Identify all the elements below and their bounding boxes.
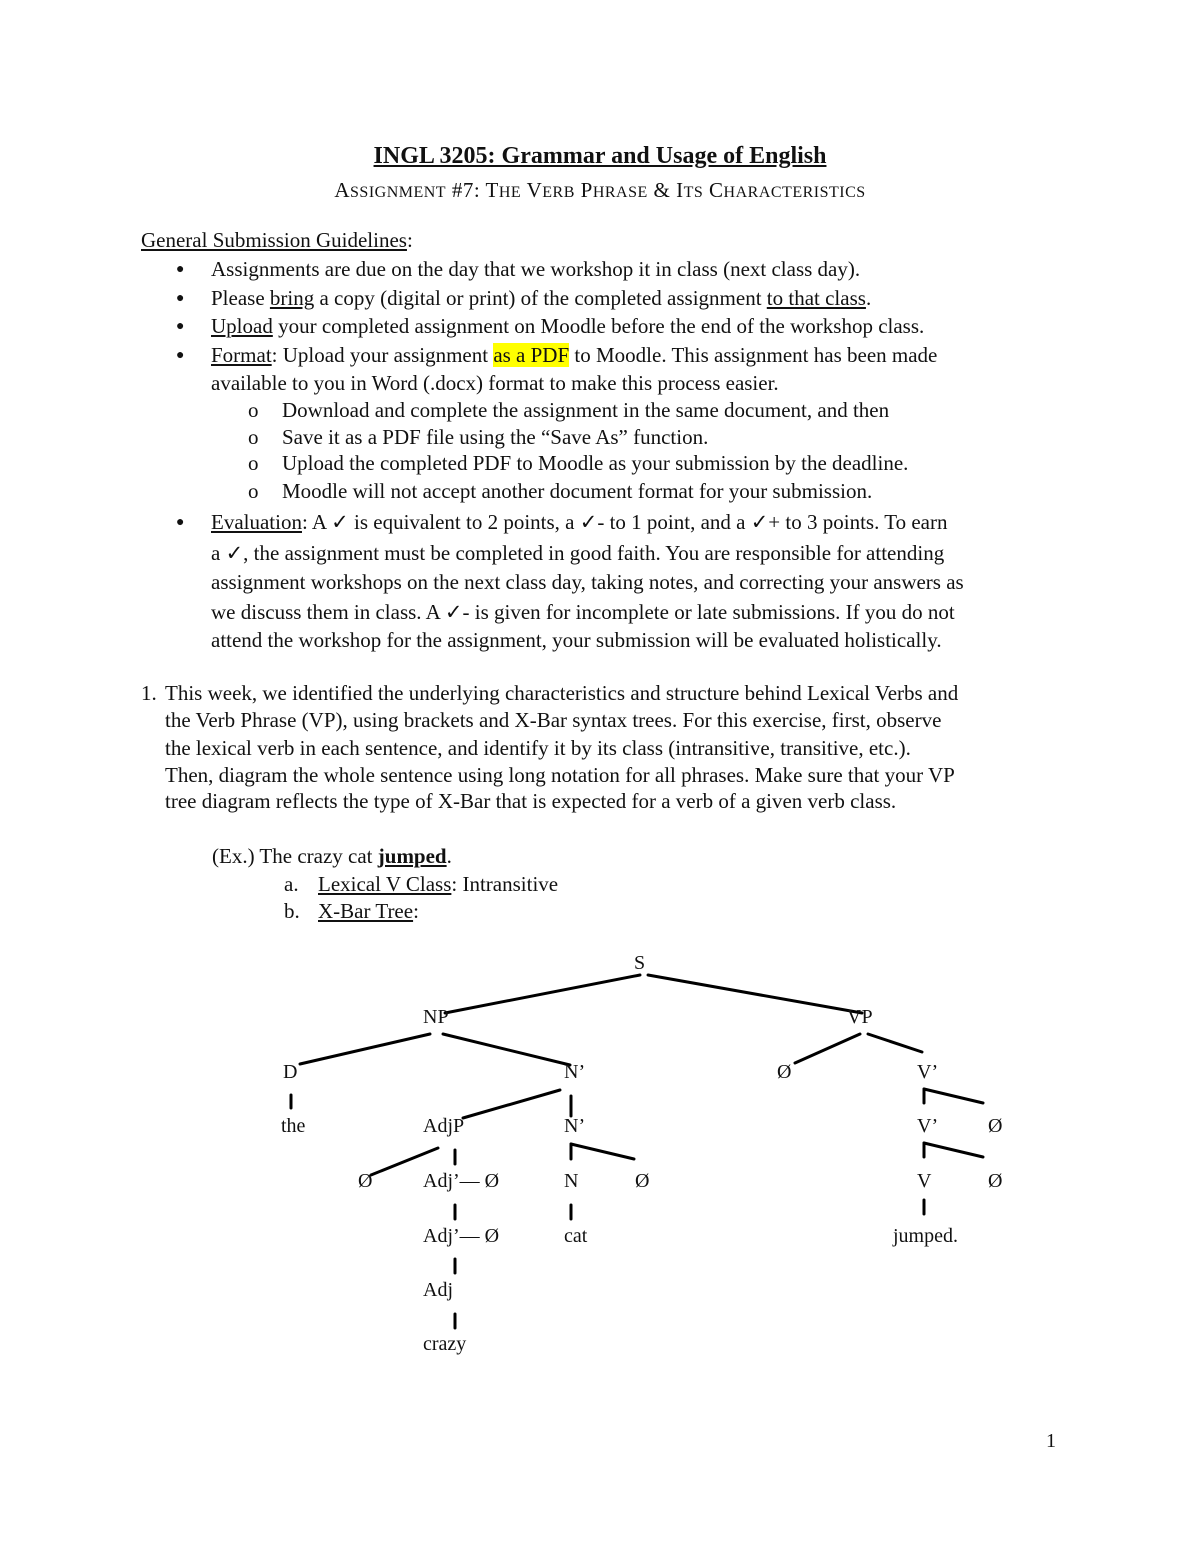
guideline-format-line2: available to you in Word (.docx) format to make this process easier. — [211, 371, 779, 395]
guidelines-heading: General Submission Guidelines: — [141, 228, 413, 252]
guideline-upload: Upload your completed assignment on Moodle before the end of the workshop class. — [211, 314, 925, 338]
bullet-icon: ● — [176, 515, 185, 530]
document-title: INGL 3205: Grammar and Usage of English — [373, 143, 827, 169]
sub-step-format: Moodle will not accept another document format for your submission. — [282, 479, 873, 503]
sub-marker: o — [248, 479, 259, 503]
sub-step-save: Save it as a PDF file using the “Save As” function. — [282, 425, 709, 449]
leaf-jumped: jumped. — [893, 1225, 958, 1247]
node-v-bar-2-null: Ø — [988, 1115, 1003, 1137]
node-adj-bar-1: Adj’— Ø — [423, 1170, 500, 1192]
branch-v1-v2-diag — [924, 1089, 983, 1103]
example-b-marker: b. — [284, 899, 300, 923]
branch-n2-n-diag — [571, 1144, 634, 1159]
branch-v2-v-diag — [924, 1143, 983, 1157]
guideline-evaluation: Evaluation: A ✓ is equivalent to 2 points, a ✓- to 1 point, and a ✓+ to 3 points. To earn — [211, 510, 948, 534]
leaf-crazy: crazy — [423, 1333, 467, 1355]
bullet-icon: ● — [176, 291, 185, 306]
sub-marker: o — [248, 451, 259, 475]
xbar-tree-line: X-Bar Tree: — [318, 899, 419, 923]
question-line2: the Verb Phrase (VP), using brackets and X-Bar syntax trees. For this exercise, first, observe — [165, 708, 942, 732]
question-line5: tree diagram reflects the type of X-Bar that is expected for a verb of a given verb class. — [165, 789, 897, 813]
node-adj-bar-2: Adj’— Ø — [423, 1225, 500, 1247]
node-d: D — [283, 1061, 298, 1083]
node-adj: Adj — [423, 1279, 453, 1301]
sub-step-upload: Upload the completed PDF to Moodle as your submission by the deadline. — [282, 451, 909, 475]
guideline-bring: Please bring a copy (digital or print) of the completed assignment to that class. — [211, 286, 872, 310]
branch-s-vp — [648, 975, 862, 1013]
leaf-cat: cat — [564, 1225, 588, 1247]
highlighted-text: as a PDF — [493, 343, 570, 367]
node-n-bar-2: N’ — [564, 1115, 586, 1137]
node-v-bar-1: V’ — [917, 1061, 939, 1083]
lexical-class-line: Lexical V Class: Intransitive — [318, 872, 559, 896]
question-line1: This week, we identified the underlying characteristics and structure behind Lexical Verbs and — [165, 681, 959, 705]
branch-vp-null — [795, 1034, 860, 1063]
node-vp: VP — [847, 1006, 873, 1028]
branch-np-n1 — [443, 1034, 570, 1065]
sub-marker: o — [248, 398, 259, 422]
branch-n1-adjp — [463, 1090, 560, 1118]
guideline-format: Format: Upload your assignment as a PDF to Moodle. This assignment has been made — [211, 343, 938, 367]
node-adjp-null: Ø — [358, 1170, 373, 1192]
bullet-icon: ● — [176, 319, 185, 334]
sub-marker: o — [248, 425, 259, 449]
question-line4: Then, diagram the whole sentence using long notation for all phrases. Make sure that your VP — [165, 763, 955, 787]
question-number: 1. — [141, 681, 157, 705]
node-v-bar-2: V’ — [917, 1115, 939, 1137]
branch-np-d — [300, 1034, 430, 1064]
node-n-bar-1: N’ — [564, 1061, 586, 1083]
example-a-marker: a. — [284, 872, 299, 896]
leaf-the: the — [281, 1115, 306, 1137]
page-number: 1 — [1046, 1430, 1056, 1452]
branch-s-np — [445, 975, 640, 1013]
node-adjp: AdjP — [423, 1115, 465, 1137]
node-vp-null: Ø — [777, 1061, 792, 1083]
node-n-null: Ø — [635, 1170, 650, 1192]
bullet-icon: ● — [176, 348, 185, 363]
node-v: V — [917, 1170, 932, 1192]
evaluation-line5: attend the workshop for the assignment, your submission will be evaluated holistically. — [211, 628, 942, 652]
branch-vp-v1 — [868, 1034, 922, 1052]
node-s: S — [634, 952, 646, 974]
sub-step-download: Download and complete the assignment in the same document, and then — [282, 398, 890, 422]
evaluation-line4: we discuss them in class. A ✓- is given for incomplete or late submissions. If you do not — [211, 600, 955, 624]
bullet-icon: ● — [176, 262, 185, 277]
node-n: N — [564, 1170, 579, 1192]
node-v-null: Ø — [988, 1170, 1003, 1192]
evaluation-line3: assignment workshops on the next class day, taking notes, and correcting your answers as — [211, 570, 964, 594]
assignment-subtitle: ASSIGNMENT #7: THE VERB PHRASE & ITS CHARACTERISTICS — [334, 178, 866, 202]
node-np: NP — [423, 1006, 449, 1028]
question-line3: the lexical verb in each sentence, and identify it by its class (intransitive, transitive, etc.). — [165, 736, 911, 760]
guideline-due: Assignments are due on the day that we workshop it in class (next class day). — [211, 257, 861, 281]
example-sentence: (Ex.) The crazy cat jumped. — [212, 844, 452, 868]
evaluation-line2: a ✓, the assignment must be completed in good faith. You are responsible for attending — [211, 541, 945, 565]
